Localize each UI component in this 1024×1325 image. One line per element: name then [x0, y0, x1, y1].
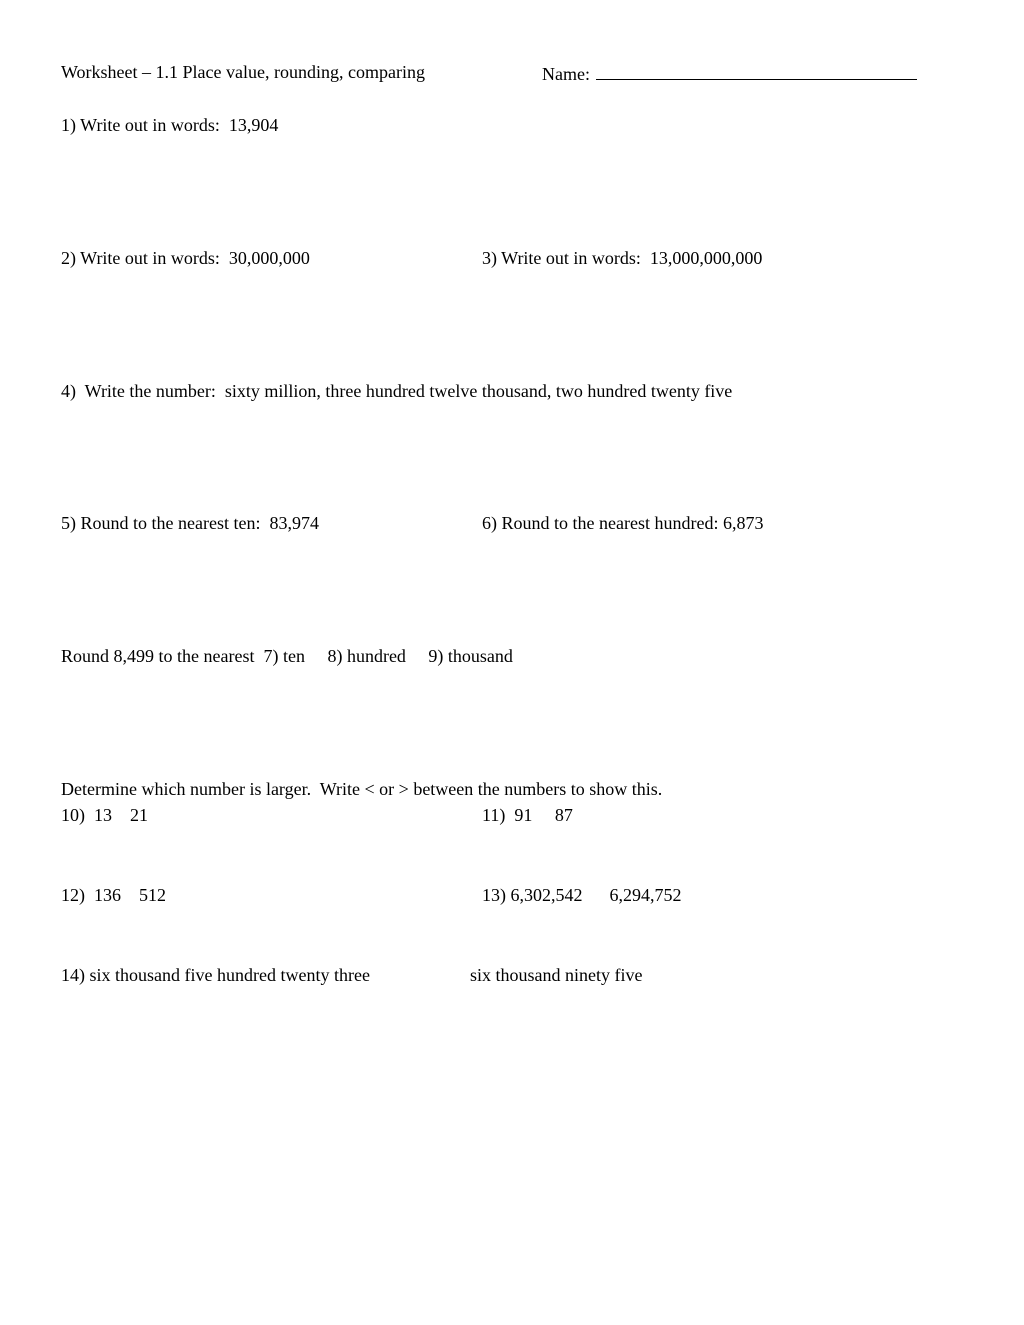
question-5: 5) Round to the nearest ten: 83,974 [61, 513, 319, 533]
question-14-left: 14) six thousand five hundred twenty three [61, 965, 370, 985]
worksheet-title: Worksheet – 1.1 Place value, rounding, comparing [61, 62, 425, 82]
compare-instructions: Determine which number is larger. Write < or > between the numbers to show this. [61, 779, 663, 799]
question-14-right: six thousand ninety five [470, 965, 643, 985]
question-10: 10) 13 21 [61, 805, 148, 825]
name-underline[interactable] [596, 61, 917, 80]
name-label: Name: [542, 64, 590, 84]
question-2: 2) Write out in words: 30,000,000 [61, 248, 310, 268]
question-4: 4) Write the number: sixty million, three hundred twelve thousand, two hundred twenty five [61, 381, 733, 401]
question-11: 11) 91 87 [482, 805, 573, 825]
question-3: 3) Write out in words: 13,000,000,000 [482, 248, 763, 268]
name-field[interactable] [542, 61, 917, 85]
question-6: 6) Round to the nearest hundred: 6,873 [482, 513, 764, 533]
round-questions-7-9: Round 8,499 to the nearest 7) ten 8) hundred 9) thousand [61, 646, 513, 666]
question-1: 1) Write out in words: 13,904 [61, 115, 279, 135]
question-12: 12) 136 512 [61, 885, 166, 905]
question-13: 13) 6,302,542 6,294,752 [482, 885, 682, 905]
